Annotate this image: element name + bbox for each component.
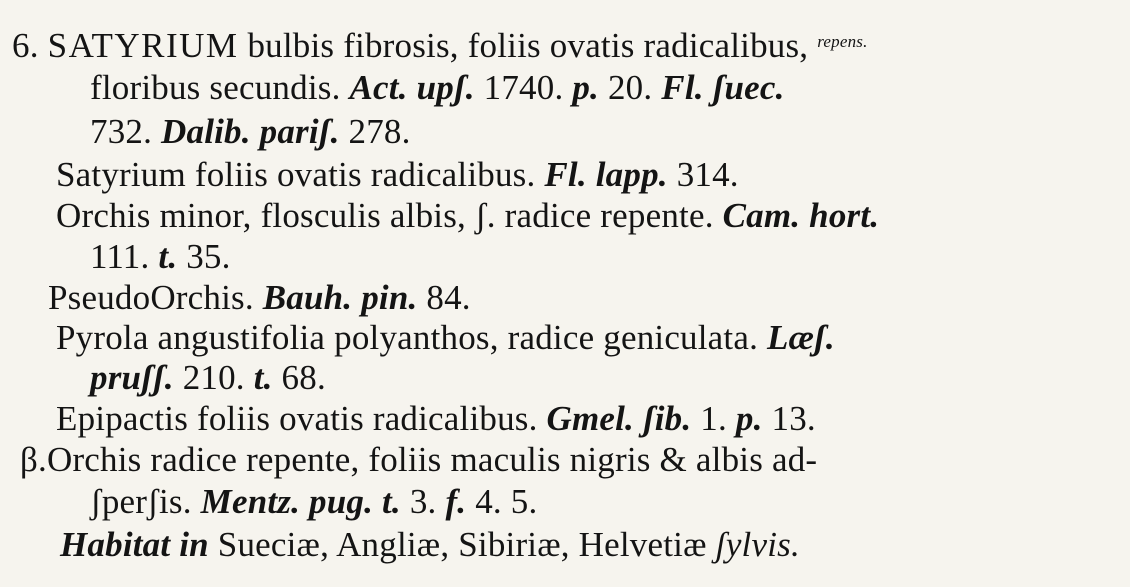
reference-year: 1740. [483,68,564,107]
synonym-text: PseudoOrchis. [48,278,254,317]
synonym-text: Epipactis foliis ovatis radicalibus. [56,399,538,438]
entry-number: 6. [12,26,39,65]
synonym-line [56,155,739,195]
reference-abbrev: Cam. hort. [722,196,880,235]
reference-page: 20. [607,68,653,107]
reference-page: 84. [426,278,471,317]
reference-abbrev: Læʃ. [766,318,835,357]
reference-abbrev: pruʃʃ. [90,358,174,397]
entry-line-1 [12,22,868,66]
reference-abbrev: Fl. lapp. [544,155,668,194]
genus-name: SATYRIUM [47,26,239,65]
synonym-text: Pyrola angustifolia polyanthos, radice geniculata. [56,318,759,357]
reference-abbrev: t. [158,237,178,276]
reference-page: 210. [182,358,245,397]
reference-figures: 4. 5. [475,482,538,521]
entry-line-3 [90,112,411,152]
reference-abbrev: Act. upʃ. [349,68,475,107]
reference-number: 732. [90,112,153,151]
synonym-line-cont [90,358,326,398]
margin-note: repens. [817,32,868,51]
habitat-line [60,525,800,565]
variety-line-cont [90,482,537,522]
reference-page: 13. [771,399,816,438]
reference-abbrev: Gmel. ʃib. [546,399,692,438]
synonym-line [56,196,879,236]
reference-page: 314. [676,155,739,194]
entry-description: bulbis fibrosis, foliis ovatis radicalibus, [247,26,809,65]
reference-abbrev: t. [253,358,273,397]
reference-plate: 3. [409,482,437,521]
reference-abbrev: p. [572,68,600,107]
habitat-label: Habitat in [60,525,209,564]
entry-description-cont: floribus secundis. [90,68,341,107]
entry-line-2 [90,68,785,108]
reference-abbrev: Bauh. pin. [262,278,418,317]
habitat-places: Sueciæ, Angliæ, Sibiriæ, Helvetiæ [217,525,707,564]
habitat-place-italic: ʃylvis. [715,525,800,564]
variety-text-cont: ʃperʃis. [90,482,192,521]
reference-abbrev: Dalib. pariʃ. [161,112,340,151]
reference-abbrev: f. [445,482,467,521]
variety-text: Orchis radice repente, foliis maculis nigris & albis ad- [46,440,818,479]
synonym-line [56,318,835,358]
reference-plate: 68. [281,358,326,397]
variety-line [20,440,817,480]
reference-plate: 35. [186,237,231,276]
reference-page: 278. [348,112,411,151]
reference-abbrev: Mentz. pug. [200,482,374,521]
reference-volume: 1. [700,399,727,438]
synonym-text: Satyrium foliis ovatis radicalibus. [56,155,536,194]
synonym-text: Orchis minor, flosculis albis, ʃ. radice repente. [56,196,714,235]
reference-abbrev: Fl. ʃuec. [661,68,785,107]
synonym-line [48,278,471,318]
reference-page: 111. [90,237,150,276]
variety-marker: β. [20,440,47,479]
synonym-line-cont [90,237,231,277]
reference-abbrev: p. [735,399,763,438]
synonym-line [56,399,816,439]
reference-abbrev: t. [382,482,401,521]
